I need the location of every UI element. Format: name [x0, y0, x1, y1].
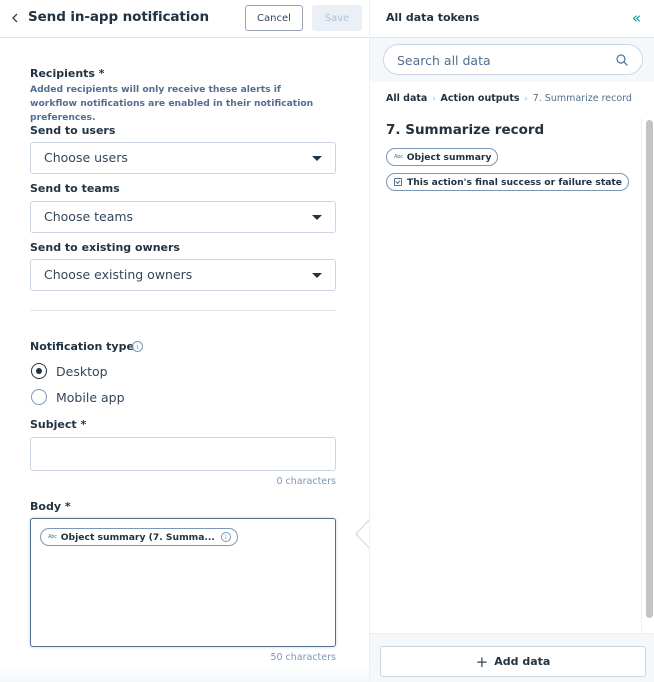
search-bar-area	[370, 38, 654, 82]
token-final-state[interactable]	[386, 173, 629, 191]
caret-down-icon	[312, 215, 322, 220]
send-to-teams-placeholder: Choose teams	[44, 209, 134, 224]
breadcrumb-separator-icon: ›	[432, 94, 436, 103]
caret-down-icon	[312, 156, 322, 161]
body-label: Body *	[30, 500, 71, 513]
data-tokens-panel	[369, 0, 654, 682]
token-label: Object summary	[406, 151, 492, 163]
data-panel-footer	[370, 633, 654, 682]
search-icon[interactable]	[616, 54, 628, 66]
notification-type-label: Notification type	[30, 340, 134, 353]
breadcrumb-all-data[interactable]: All data	[386, 93, 428, 104]
add-data-button[interactable]	[380, 646, 646, 677]
add-data-label: Add data	[494, 655, 551, 668]
subject-char-count: 0 characters	[276, 476, 336, 487]
radio-mobile-app-label: Mobile app	[56, 389, 125, 405]
send-to-users-label: Send to users	[30, 124, 116, 137]
send-to-owners-select[interactable]	[30, 259, 336, 291]
token-object-summary[interactable]	[386, 148, 498, 166]
plus-icon: +	[475, 652, 489, 671]
token-list	[370, 113, 640, 633]
info-icon[interactable]: i	[221, 532, 231, 542]
text-type-icon: Abc	[48, 534, 57, 540]
data-panel-title: All data tokens	[386, 11, 480, 24]
send-to-owners-placeholder: Choose existing owners	[44, 267, 193, 282]
editor-header	[0, 0, 369, 38]
bottom-fade	[0, 665, 369, 682]
page-title: Send in-app notification	[28, 9, 209, 25]
radio-button-unchecked[interactable]	[31, 389, 47, 405]
back-chevron-icon[interactable]	[9, 9, 21, 27]
recipients-help-text: Added recipients will only receive these alerts if workflow notifications are enabled in their notification preferences.	[30, 84, 314, 123]
collapse-icon[interactable]: «	[631, 9, 641, 27]
send-to-users-select[interactable]	[30, 142, 336, 174]
token-label: This action's final success or failure state	[407, 176, 623, 188]
subject-input[interactable]	[30, 437, 336, 471]
popover-pointer	[355, 519, 370, 549]
body-token-chip[interactable]	[40, 528, 238, 546]
save-button[interactable]: Save	[312, 5, 362, 31]
search-input[interactable]	[397, 51, 607, 69]
scrollbar-thumb[interactable]	[646, 120, 653, 618]
body-char-count: 50 characters	[270, 652, 336, 663]
status-check-icon	[394, 178, 402, 186]
radio-desktop[interactable]	[31, 363, 108, 379]
recipients-label: Recipients *	[30, 67, 105, 80]
info-icon[interactable]: i	[132, 341, 143, 352]
subject-label: Subject *	[30, 418, 87, 431]
send-to-owners-label: Send to existing owners	[30, 241, 180, 254]
scrollbar[interactable]	[641, 118, 654, 633]
cancel-button[interactable]: Cancel	[245, 5, 303, 31]
radio-mobile-app[interactable]	[31, 389, 125, 405]
data-panel-header	[370, 0, 654, 38]
send-to-teams-select[interactable]	[30, 201, 336, 233]
caret-down-icon	[312, 273, 322, 278]
section-divider	[30, 310, 336, 311]
send-to-users-placeholder: Choose users	[44, 150, 128, 165]
body-token-label: Object summary (7. Summa...	[60, 531, 215, 543]
body-editor[interactable]	[30, 518, 336, 647]
send-to-teams-label: Send to teams	[30, 182, 120, 195]
breadcrumb	[386, 93, 632, 104]
section-title: 7. Summarize record	[386, 122, 545, 138]
breadcrumb-current: 7. Summarize record	[532, 93, 632, 104]
breadcrumb-separator-icon: ›	[524, 94, 528, 103]
search-box[interactable]	[383, 44, 643, 75]
breadcrumb-action-outputs[interactable]: Action outputs	[440, 93, 520, 104]
text-type-icon: Abc	[394, 154, 403, 160]
radio-desktop-label: Desktop	[56, 363, 108, 379]
radio-button-checked[interactable]	[31, 363, 47, 379]
